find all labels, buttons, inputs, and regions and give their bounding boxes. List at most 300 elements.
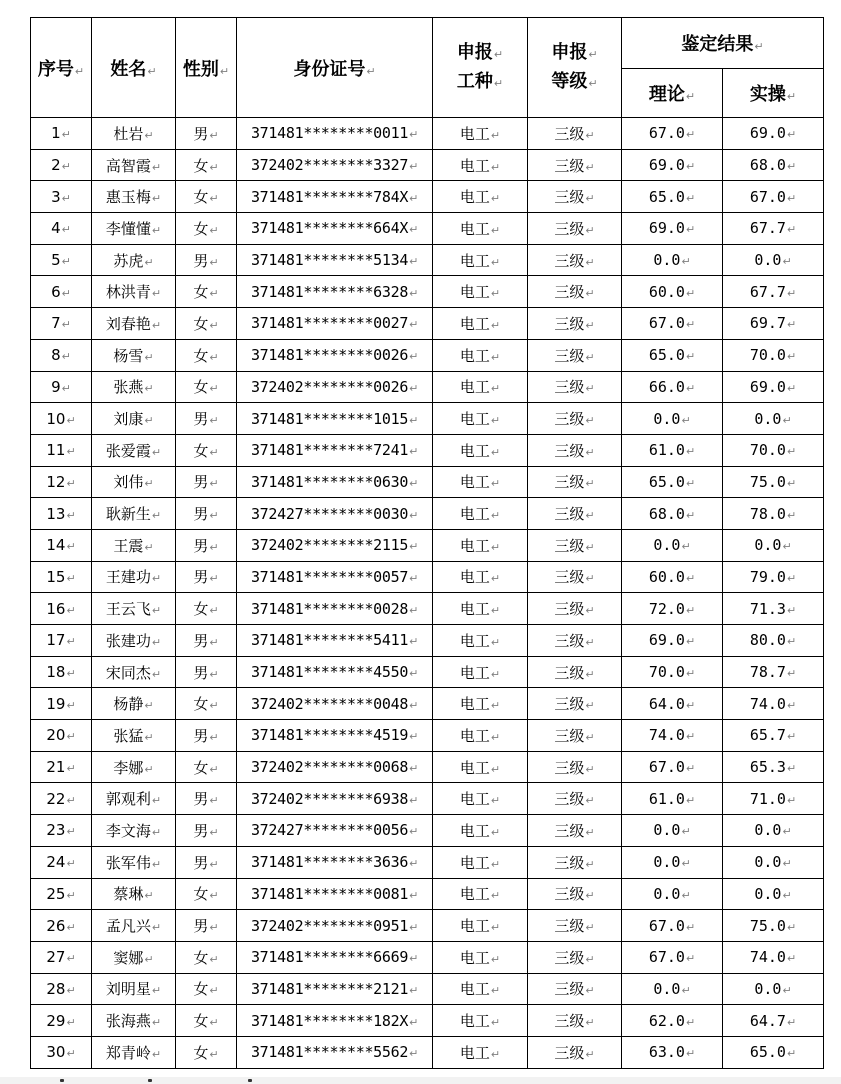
cell-id-number-value: 372402********3327 (250, 156, 409, 175)
cell-practice-score (723, 498, 824, 530)
table-row (31, 783, 824, 815)
paragraph-mark: ↵ (209, 445, 219, 459)
paragraph-mark: ↵ (786, 445, 797, 459)
cell-theory-score (622, 466, 723, 498)
paragraph-mark: ↵ (685, 90, 696, 103)
cell-name (92, 815, 176, 847)
cell-gender (176, 1005, 237, 1037)
paragraph-mark: ↵ (144, 762, 154, 776)
paragraph-mark: ↵ (786, 920, 797, 934)
paragraph-mark: ↵ (490, 921, 501, 935)
cell-index-value: 9 (51, 377, 61, 396)
cell-theory-score (622, 244, 723, 276)
cell-gender-value: 男 (193, 790, 209, 809)
cell-trade (433, 751, 528, 783)
cell-index (31, 593, 92, 625)
paragraph-mark: ↵ (786, 286, 797, 300)
cell-name (92, 371, 176, 403)
cell-index-value: 12 (46, 472, 66, 491)
cell-index (31, 149, 92, 181)
paragraph-mark: ↵ (61, 286, 71, 300)
cell-id-number-value: 371481********6328 (250, 282, 409, 301)
cell-level-value: 三级 (554, 505, 585, 524)
cell-practice-score-value: 71.0 (749, 789, 786, 808)
paragraph-mark: ↵ (66, 793, 76, 807)
cell-level (528, 403, 622, 435)
table-row (31, 213, 824, 245)
cell-trade (433, 118, 528, 150)
cell-gender (176, 973, 237, 1005)
cell-trade-value: 电工 (459, 251, 490, 270)
table-header (31, 18, 824, 118)
cell-id-number (237, 339, 433, 371)
cell-level (528, 656, 622, 688)
cell-id-number (237, 118, 433, 150)
cell-level-value: 三级 (554, 631, 585, 650)
cell-level (528, 973, 622, 1005)
cell-id-number-value: 371481********664X (250, 219, 409, 238)
cell-gender (176, 846, 237, 878)
paragraph-mark: ↵ (490, 1047, 501, 1061)
cell-level (528, 1005, 622, 1037)
cell-theory-score-value: 61.0 (648, 789, 685, 808)
cell-index (31, 276, 92, 308)
cell-gender (176, 276, 237, 308)
cell-practice-score-value: 74.0 (749, 694, 786, 713)
paragraph-mark: ↵ (151, 445, 162, 459)
cell-level-value: 三级 (554, 948, 585, 967)
paragraph-mark: ↵ (66, 952, 76, 966)
paragraph-mark: ↵ (209, 952, 219, 966)
paragraph-mark: ↵ (209, 160, 219, 174)
cell-index-value: 1 (51, 124, 61, 143)
cell-practice-score-value: 68.0 (749, 156, 786, 175)
paragraph-mark: ↵ (409, 571, 419, 585)
paragraph-mark: ↵ (151, 825, 162, 839)
paragraph-mark: ↵ (685, 952, 696, 966)
cell-gender (176, 783, 237, 815)
cell-name-value: 张海燕 (105, 1012, 151, 1031)
paragraph-mark: ↵ (490, 477, 501, 491)
cell-gender (176, 910, 237, 942)
paragraph-mark: ↵ (685, 571, 696, 585)
cell-id-number (237, 434, 433, 466)
paragraph-mark: ↵ (66, 508, 76, 522)
paragraph-mark: ↵ (209, 509, 219, 523)
cell-id-number-value: 371481********5562 (250, 1043, 409, 1062)
cell-name (92, 118, 176, 150)
paragraph-mark: ↵ (685, 160, 696, 174)
cell-level-value: 三级 (554, 473, 585, 492)
cell-practice-score (723, 181, 824, 213)
cell-practice-score (723, 656, 824, 688)
cell-practice-score (723, 308, 824, 340)
cell-name (92, 783, 176, 815)
cell-trade-value: 电工 (459, 124, 490, 143)
cell-gender-value: 男 (193, 251, 209, 270)
cell-id-number-value: 371481********1015 (250, 409, 409, 428)
paragraph-mark: ↵ (409, 381, 419, 395)
table-row (31, 244, 824, 276)
cell-gender-value: 女 (193, 1012, 209, 1031)
cell-index-value: 17 (46, 631, 66, 650)
paragraph-mark: ↵ (151, 287, 162, 301)
paragraph-mark: ↵ (782, 255, 792, 269)
cell-index (31, 466, 92, 498)
cell-trade (433, 529, 528, 561)
cell-id-number-value: 371481********5134 (250, 251, 409, 270)
cell-trade (433, 149, 528, 181)
paragraph-mark: ↵ (585, 318, 595, 332)
paragraph-mark: ↵ (585, 730, 595, 744)
paragraph-mark: ↵ (409, 920, 419, 934)
cell-gender-value: 女 (193, 441, 209, 460)
cell-level (528, 498, 622, 530)
paragraph-mark: ↵ (786, 318, 797, 332)
cell-theory-score-value: 64.0 (648, 694, 685, 713)
cell-name-value: 杨静 (113, 695, 144, 714)
cell-theory-score (622, 339, 723, 371)
cell-index-value: 5 (51, 251, 61, 270)
cell-name-value: 王震 (113, 536, 144, 555)
cell-gender (176, 720, 237, 752)
cell-index (31, 878, 92, 910)
cell-id-number (237, 783, 433, 815)
paragraph-mark: ↵ (209, 921, 219, 935)
cell-trade (433, 466, 528, 498)
cell-level (528, 1036, 622, 1068)
cell-gender (176, 656, 237, 688)
cell-trade-value: 电工 (459, 695, 490, 714)
paragraph-mark: ↵ (685, 445, 696, 459)
paragraph-mark: ↵ (786, 1047, 797, 1061)
paragraph-mark: ↵ (409, 667, 419, 681)
cell-trade-value: 电工 (459, 790, 490, 809)
cell-index (31, 910, 92, 942)
cell-id-number (237, 973, 433, 1005)
cell-level-value: 三级 (554, 663, 585, 682)
cell-level-value: 三级 (554, 378, 585, 397)
paragraph-mark: ↵ (151, 921, 162, 935)
cell-id-number-value: 371481********6669 (250, 948, 409, 967)
cell-practice-score-value: 0.0 (754, 251, 782, 270)
cell-index-value: 25 (46, 884, 66, 903)
paragraph-mark: ↵ (585, 509, 595, 523)
cell-name (92, 276, 176, 308)
cell-gender (176, 371, 237, 403)
cell-trade (433, 434, 528, 466)
cell-index (31, 244, 92, 276)
paragraph-mark: ↵ (61, 318, 71, 332)
paragraph-mark: ↵ (66, 1015, 76, 1029)
cell-name-value: 孟凡兴 (105, 917, 151, 936)
cell-id-number-value: 372427********0030 (250, 504, 409, 523)
cell-practice-score (723, 878, 824, 910)
cell-gender-value: 女 (193, 156, 209, 175)
cell-level (528, 529, 622, 561)
paragraph-mark: ↵ (409, 413, 419, 427)
paragraph-mark: ↵ (490, 255, 501, 269)
table-row (31, 339, 824, 371)
cell-trade (433, 498, 528, 530)
paragraph-mark: ↵ (209, 414, 219, 428)
cell-index (31, 973, 92, 1005)
paragraph-mark: ↵ (409, 952, 419, 966)
cell-gender-value: 男 (193, 821, 209, 840)
cell-level-value: 三级 (554, 726, 585, 745)
paragraph-mark: ↵ (409, 635, 419, 649)
cell-id-number-value: 372402********2115 (250, 536, 409, 555)
paragraph-mark: ↵ (490, 160, 501, 174)
cell-trade-value: 电工 (459, 378, 490, 397)
cell-practice-score (723, 815, 824, 847)
cell-gender-value: 男 (193, 663, 209, 682)
paragraph-mark: ↵ (66, 983, 76, 997)
paragraph-mark: ↵ (685, 381, 696, 395)
cell-gender-value: 女 (193, 980, 209, 999)
cell-theory-score-value: 72.0 (648, 599, 685, 618)
paragraph-mark: ↵ (409, 825, 419, 839)
cell-name-value: 张爱霞 (105, 441, 151, 460)
paragraph-mark: ↵ (685, 730, 696, 744)
cell-id-number (237, 625, 433, 657)
cell-theory-score-value: 69.0 (648, 631, 685, 650)
paragraph-mark: ↵ (66, 857, 76, 871)
header-gender: 性别↵ (176, 18, 237, 118)
paragraph-mark: ↵ (685, 318, 696, 332)
table-row (31, 1036, 824, 1068)
paragraph-mark: ↵ (409, 730, 419, 744)
paragraph-mark: ↵ (585, 635, 595, 649)
paragraph-mark: ↵ (74, 64, 85, 78)
paragraph-mark: ↵ (786, 128, 797, 142)
cell-trade (433, 403, 528, 435)
paragraph-mark: ↵ (490, 667, 501, 681)
cell-index-value: 6 (51, 282, 61, 301)
cell-level (528, 815, 622, 847)
paragraph-mark: ↵ (585, 255, 595, 269)
cell-level-value: 三级 (554, 536, 585, 555)
cell-level-value: 三级 (554, 568, 585, 587)
cell-gender (176, 688, 237, 720)
paragraph-mark: ↵ (786, 191, 797, 205)
cell-id-number-value: 371481********0630 (250, 472, 409, 491)
cell-theory-score (622, 308, 723, 340)
table-row (31, 1005, 824, 1037)
paragraph-mark: ↵ (786, 952, 797, 966)
paragraph-mark: ↵ (66, 730, 76, 744)
paragraph-mark: ↵ (685, 762, 696, 776)
paragraph-mark: ↵ (782, 540, 792, 554)
paragraph-mark: ↵ (409, 286, 419, 300)
table-row (31, 276, 824, 308)
cell-name (92, 941, 176, 973)
cell-practice-score (723, 149, 824, 181)
cell-theory-score (622, 181, 723, 213)
paragraph-mark: ↵ (490, 572, 501, 586)
cell-index (31, 308, 92, 340)
cell-practice-score-value: 71.3 (749, 599, 786, 618)
cell-index (31, 371, 92, 403)
cell-name (92, 434, 176, 466)
cell-level (528, 371, 622, 403)
cell-theory-score-value: 0.0 (653, 821, 681, 840)
paragraph-mark: ↵ (585, 128, 595, 142)
cell-index (31, 339, 92, 371)
paragraph-mark: ↵ (585, 762, 595, 776)
cell-level-value: 三级 (554, 821, 585, 840)
cell-gender (176, 593, 237, 625)
cell-practice-score (723, 941, 824, 973)
paragraph-mark: ↵ (681, 255, 691, 269)
cell-practice-score-value: 78.7 (749, 663, 786, 682)
cell-theory-score (622, 403, 723, 435)
cell-trade (433, 244, 528, 276)
cell-practice-score-value: 0.0 (754, 409, 782, 428)
paragraph-mark: ↵ (209, 794, 219, 808)
table-body (31, 118, 824, 1069)
paragraph-mark: ↵ (209, 635, 219, 649)
cell-index (31, 213, 92, 245)
cell-index (31, 625, 92, 657)
paragraph-mark: ↵ (685, 191, 696, 205)
paragraph-mark: ↵ (681, 825, 691, 839)
cell-gender (176, 815, 237, 847)
cell-trade (433, 720, 528, 752)
cell-theory-score (622, 1005, 723, 1037)
cell-index (31, 181, 92, 213)
cell-practice-score-value: 64.7 (749, 1011, 786, 1030)
paragraph-mark: ↵ (144, 350, 154, 364)
paragraph-mark: ↵ (585, 382, 595, 396)
cell-index-value: 23 (46, 821, 66, 840)
cell-name-value: 郑青岭 (105, 1043, 151, 1062)
paragraph-mark: ↵ (490, 889, 501, 903)
cell-id-number (237, 720, 433, 752)
cell-theory-score-value: 60.0 (648, 282, 685, 301)
cell-theory-score-value: 61.0 (648, 441, 685, 460)
cell-name-value: 刘明星 (105, 980, 151, 999)
footer-strip (0, 1077, 841, 1084)
paragraph-mark: ↵ (61, 128, 71, 142)
cell-index (31, 751, 92, 783)
paragraph-mark: ↵ (685, 667, 696, 681)
paragraph-mark: ↵ (490, 287, 501, 301)
cell-level-value: 三级 (554, 219, 585, 238)
cell-practice-score-value: 69.0 (749, 377, 786, 396)
cell-id-number (237, 751, 433, 783)
cell-id-number (237, 403, 433, 435)
cell-trade-value: 电工 (459, 314, 490, 333)
cell-theory-score (622, 878, 723, 910)
paragraph-mark: ↵ (585, 223, 595, 237)
header-id-number: 身份证号↵ (237, 18, 433, 118)
cell-trade-value: 电工 (459, 410, 490, 429)
paragraph-mark: ↵ (151, 160, 162, 174)
cell-practice-score (723, 625, 824, 657)
paragraph-mark: ↵ (66, 920, 76, 934)
table-row (31, 720, 824, 752)
paragraph-mark: ↵ (585, 414, 595, 428)
paragraph-mark: ↵ (144, 730, 154, 744)
header-trade: 申报↵ 工种↵ (433, 18, 528, 118)
cell-practice-score-value: 74.0 (749, 948, 786, 967)
paragraph-mark: ↵ (409, 255, 419, 269)
paragraph-mark: ↵ (409, 160, 419, 174)
cell-id-number (237, 1036, 433, 1068)
cell-theory-score (622, 751, 723, 783)
paragraph-mark: ↵ (786, 476, 797, 490)
paragraph-mark: ↵ (786, 698, 797, 712)
cell-gender (176, 1036, 237, 1068)
paragraph-mark: ↵ (409, 1047, 419, 1061)
cell-name (92, 625, 176, 657)
cell-level-value: 三级 (554, 885, 585, 904)
cell-name (92, 973, 176, 1005)
cell-name (92, 213, 176, 245)
cell-index-value: 27 (46, 948, 66, 967)
table-row (31, 149, 824, 181)
paragraph-mark: ↵ (490, 604, 501, 618)
cell-name-value: 张燕 (113, 378, 144, 397)
cell-theory-score (622, 910, 723, 942)
cell-level (528, 561, 622, 593)
cell-theory-score (622, 561, 723, 593)
cell-trade (433, 276, 528, 308)
paragraph-mark: ↵ (151, 318, 162, 332)
cell-index (31, 720, 92, 752)
paragraph-mark: ↵ (409, 857, 419, 871)
cell-gender-value: 女 (193, 188, 209, 207)
cell-gender-value: 女 (193, 758, 209, 777)
cell-id-number-value: 372427********0056 (250, 821, 409, 840)
paragraph-mark: ↵ (366, 64, 376, 78)
paragraph-mark: ↵ (209, 223, 219, 237)
paragraph-mark: ↵ (681, 540, 691, 554)
paragraph-mark: ↵ (786, 571, 797, 585)
cell-index (31, 1005, 92, 1037)
paragraph-mark: ↵ (585, 540, 595, 554)
table-row (31, 561, 824, 593)
cell-gender (176, 751, 237, 783)
cell-practice-score (723, 783, 824, 815)
paragraph-mark: ↵ (61, 381, 71, 395)
paragraph-mark: ↵ (66, 603, 76, 617)
paragraph-mark: ↵ (66, 571, 76, 585)
cell-trade (433, 815, 528, 847)
cell-practice-score-value: 65.0 (749, 1043, 786, 1062)
paragraph-mark: ↵ (786, 730, 797, 744)
cell-index-value: 4 (51, 219, 61, 238)
paragraph-mark: ↵ (66, 540, 76, 554)
paragraph-mark: ↵ (585, 857, 595, 871)
cell-id-number-value: 371481********0011 (250, 124, 409, 143)
cell-theory-score-value: 66.0 (648, 377, 685, 396)
cell-index (31, 434, 92, 466)
cell-gender-value: 女 (193, 1043, 209, 1062)
cell-trade-value: 电工 (459, 346, 490, 365)
cell-trade (433, 308, 528, 340)
paragraph-mark: ↵ (490, 318, 501, 332)
cell-theory-score-value: 69.0 (648, 219, 685, 238)
cell-name (92, 561, 176, 593)
cell-index-value: 24 (46, 853, 66, 872)
cell-trade-value: 电工 (459, 980, 490, 999)
paragraph-mark: ↵ (685, 128, 696, 142)
cell-id-number (237, 308, 433, 340)
paragraph-mark: ↵ (588, 47, 598, 61)
paragraph-mark: ↵ (585, 350, 595, 364)
